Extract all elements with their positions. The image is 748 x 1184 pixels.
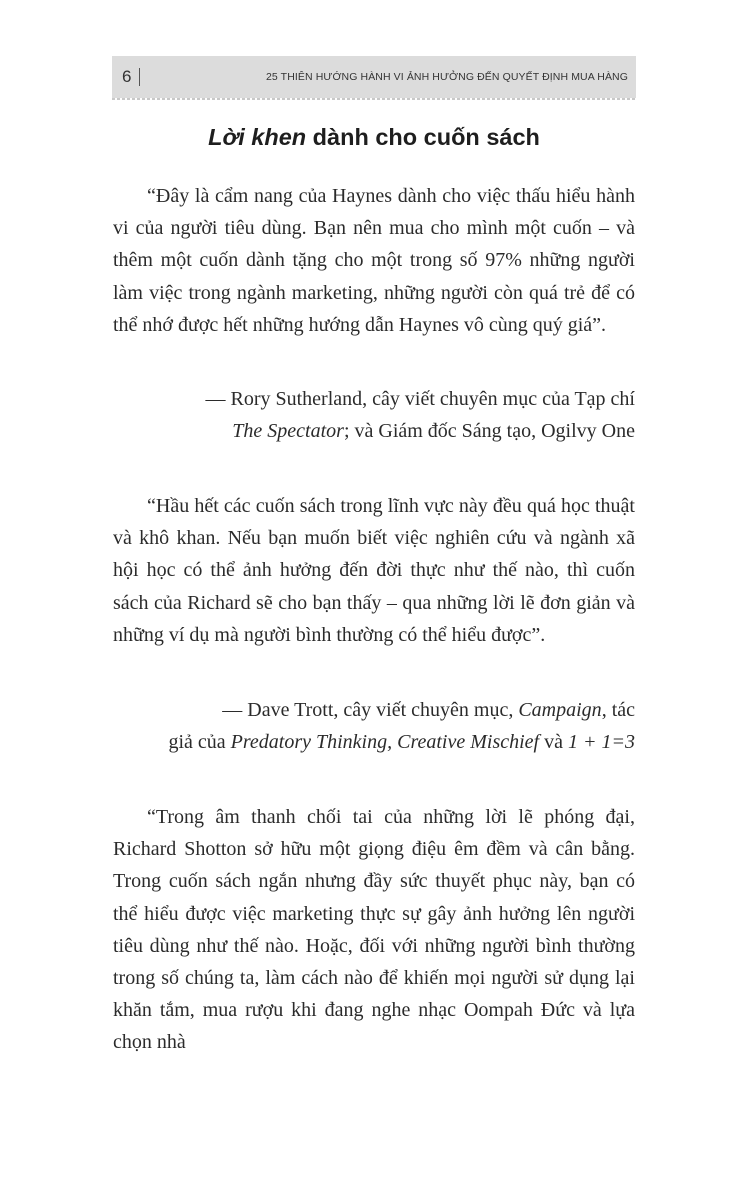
quote-2 — [113, 490, 635, 651]
page-title-italic: Lời khen — [208, 124, 307, 150]
publication-title: Campaign — [518, 699, 602, 721]
quote-1-attribution — [113, 383, 635, 447]
quote-3-text: “Trong âm thanh chối tai của những lời lẽ phóng đại, Richard Shotton sở hữu một giọng điệu êm đềm và cân bằng. Trong cuốn sách ngắn nhưng đầy sức thuyết phục này, bạn có thể hiểu được việc marketing thực sự gây ảnh hưởng lên người tiêu dùng như thế nào. Hoặc, đối với những người bình thường trong số chúng ta, làm cách nào để khiến mọi người sử dụng lại khăn tắm, mua rượu khi đang nghe nhạc Oompah Đức và lựa chọn nhà — [113, 806, 635, 1054]
publication-title: The Spectator — [232, 420, 344, 443]
book-title: 1 + 1=3 — [568, 731, 635, 754]
page-header — [112, 56, 636, 98]
quote-1-text: “Đây là cẩm nang của Haynes dành cho việc thấu hiểu hành vi của người tiêu dùng. Bạn nên mua cho mình một cuốn – và thêm một cuốn dành tặng cho một trong số 97% những người làm việc trong ngành marketing, những người còn quá trẻ để có thể nhớ được hết những hướng dẫn Haynes vô cùng quý giá”. — [113, 185, 635, 336]
running-title: 25 THIÊN HƯỚNG HÀNH VI ẢNH HƯỞNG ĐẾN QUYẾT ĐỊNH MUA HÀNG — [265, 71, 628, 83]
quote-2-attribution — [113, 694, 635, 758]
attribution-line: — Rory Sutherland, cây viết chuyên mục của Tạp chí — [205, 388, 635, 410]
attribution-line: — Dave Trott, cây viết chuyên mục, Campaign, tác — [222, 699, 635, 721]
header-separator — [139, 68, 140, 86]
quote-3 — [113, 801, 635, 1059]
attribution-line: giả của Predatory Thinking, Creative Mischief và 1 + 1=3 — [168, 731, 635, 754]
page-title — [0, 124, 748, 151]
page-title-regular: dành cho cuốn sách — [306, 124, 540, 150]
book-titles: Predatory Thinking, Creative Mischief — [230, 731, 540, 754]
quote-1 — [113, 180, 635, 341]
attribution-line: The Spectator; và Giám đốc Sáng tạo, Ogilvy One — [232, 420, 635, 443]
page-number: 6 — [122, 67, 132, 86]
quote-2-text: “Hầu hết các cuốn sách trong lĩnh vực này đều quá học thuật và khô khan. Nếu bạn muốn biết việc nghiên cứu và ngành xã hội học có thể ảnh hưởng đến đời thực như thế nào, thì cuốn sách của Richard sẽ cho bạn thấy – qua những lời lẽ đơn giản và những ví dụ mà người bình thường có thể hiểu được”. — [113, 495, 635, 646]
